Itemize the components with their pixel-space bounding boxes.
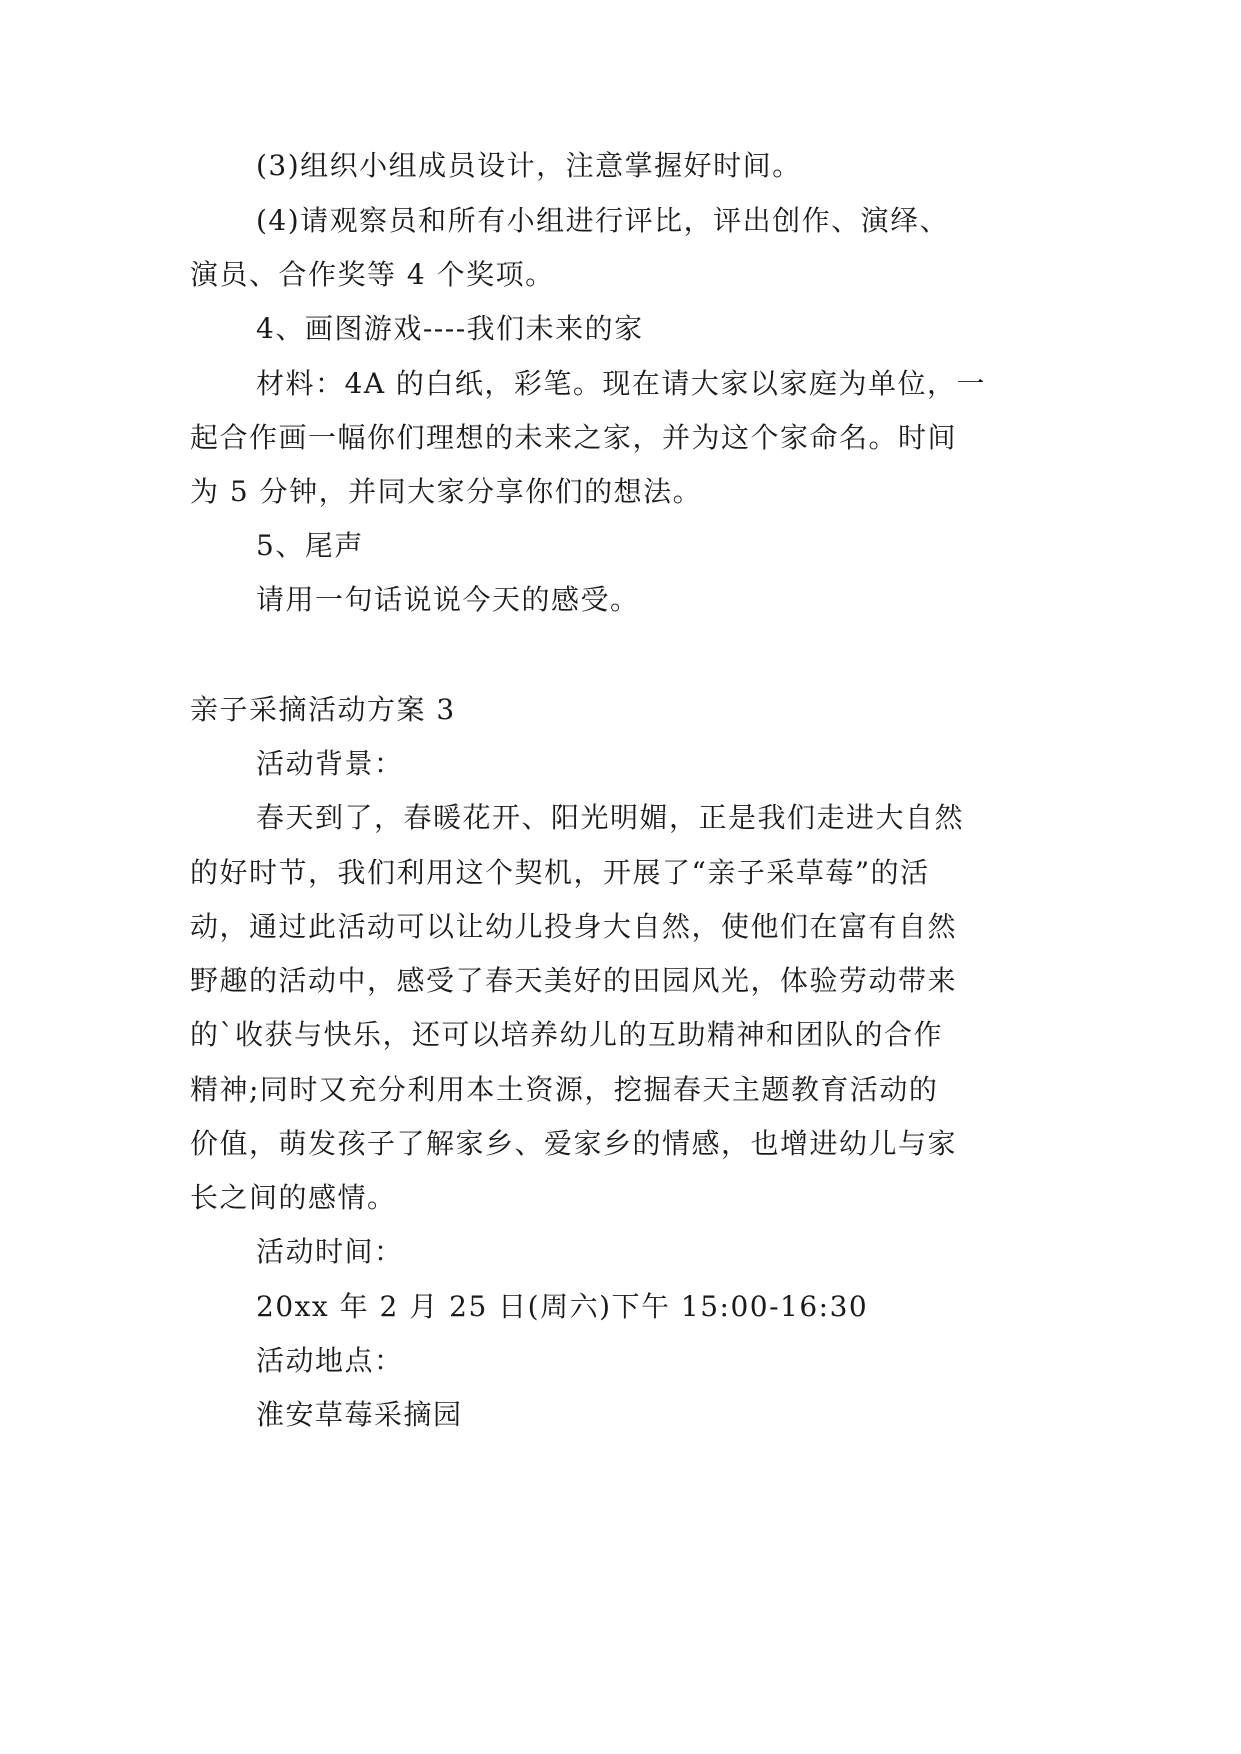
text-line: 野趣的活动中，感受了春天美好的田园风光，体验劳动带来 <box>190 964 958 997</box>
text-line: 请用一句话说说今天的感受。 <box>256 583 640 616</box>
text-line: 为 5 分钟，并同大家分享你们的想法。 <box>190 475 703 508</box>
section-label: 活动背景： <box>256 747 404 780</box>
text-line: (4)请观察员和所有小组进行评比，评出创作、演绎、 <box>256 204 950 237</box>
text-line: 材料：4A 的白纸，彩笔。现在请大家以家庭为单位，一 <box>256 367 986 400</box>
text-line: 动，通过此活动可以让幼儿投身大自然，使他们在富有自然 <box>190 910 958 943</box>
text-line: (3)组织小组成员设计，注意掌握好时间。 <box>256 149 802 182</box>
document-title: 亲子采摘活动方案 3 <box>190 693 456 726</box>
section-heading: 4、画图游戏----我们未来的家 <box>256 312 644 345</box>
text-line: 演员、合作奖等 4 个奖项。 <box>190 258 555 291</box>
text-line: 20xx 年 2 月 25 日(周六)下午 15:00-16:30 <box>256 1290 869 1323</box>
text-line: 精神;同时又充分利用本土资源，挖掘春天主题教育活动的 <box>190 1073 939 1106</box>
section-label: 活动时间： <box>256 1235 404 1268</box>
text-line: 的`收获与快乐，还可以培养幼儿的互助精神和团队的合作 <box>190 1018 944 1051</box>
text-line: 起合作画一幅你们理想的未来之家，并为这个家命名。时间 <box>190 421 958 454</box>
text-line: 春天到了，春暖花开、阳光明媚，正是我们走进大自然 <box>256 801 965 834</box>
section-label: 活动地点： <box>256 1344 404 1377</box>
text-line: 淮安草莓采摘园 <box>256 1398 463 1431</box>
text-line: 的好时节，我们利用这个契机，开展了“亲子采草莓”的活 <box>190 856 930 889</box>
section-heading: 5、尾声 <box>256 529 364 562</box>
text-line: 长之间的感情。 <box>190 1181 397 1214</box>
text-line: 价值，萌发孩子了解家乡、爱家乡的情感，也增进幼儿与家 <box>190 1127 958 1160</box>
